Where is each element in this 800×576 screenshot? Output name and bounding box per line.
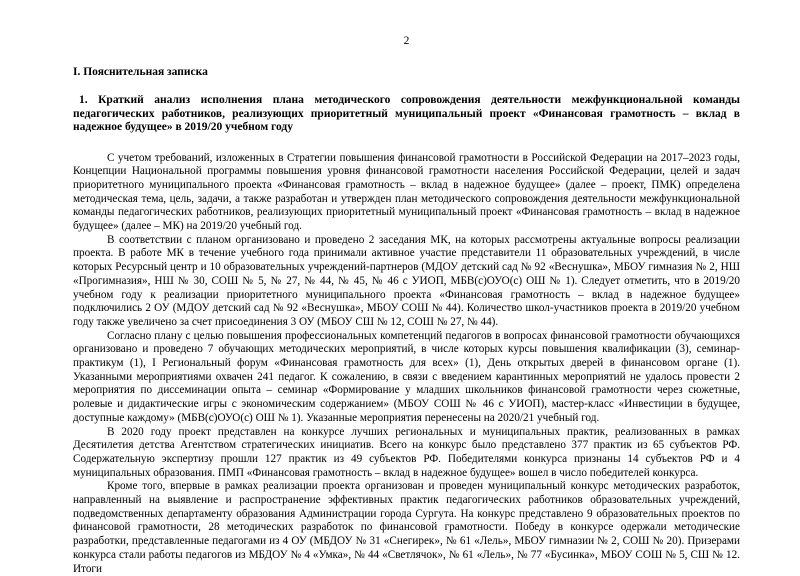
section-title: I. Пояснительная записка: [73, 66, 208, 78]
paragraph-methodical-contest: Кроме того, впервые в рамках реализации проекта организован и проведен муниципальный конкурс методических разработок, направленный на выявление и распространение эффективных практик педагогических работников образовательных учреждений, подведомственных департаменту образования Администрации города Сургута. На конкурс представлено 9 образовательных проектов по финансовой грамотности, 28 методических разработок по финансовой грамотности. Победу в конкурсе одержали методические разработки, представленные педагогами из 4 ОУ (МБДОУ № 31 «Снегирек», № 61 «Лель», МБОУ гимназии № 2, СОШ № 20). Призерами конкурса стали работы педагогов из МБДОУ № 4 «Умка», № 44 «Светлячок», № 61 «Лель», № 77 «Бусинка», МБОУ СОШ № 5, СШ № 12. Итоги: [73, 480, 740, 575]
page-number: 2: [403, 35, 410, 47]
paragraph-training-events: Согласно плану с целью повышения профессиональных компетенций педагогов в вопросах финансовой грамотности обучающихся организовано и проведено 7 обучающих методических мероприятий, в числе которых курсы повышения квалификации (3), семинар-практикум (1), I Региональный форум «Финансовая грамотность для всех» (1), День открытых дверей в финансовом органе (1). Указанными мероприятиями охвачен 241 педагог. К сожалению, в связи с введением карантинных мероприятий не удалось провести 2 мероприятия по диссеминации опыта – семинар «Формирование у младших школьников финансовой грамотности через сюжетные, ролевые и дидактические игры с экономическим содержанием» (МБОУ СОШ № 46 с УИОП), мастер-класс «Инвестиции в будущее, доступные каждому» (МБВ(с)ОУО(с) ОШ № 1). Указанные мероприятия перенесены на 2020/21 учебный год.: [73, 329, 740, 424]
subsection-title: 1. Краткий анализ исполнения плана методического сопровождения деятельности межфункциональной команды педагогических работников, реализующих приоритетный муниципальный проект «Финансовая грамотность – вклад в надежное будущее» в 2019/20 учебном году: [73, 94, 740, 133]
paragraph-contest-2020: В 2020 году проект представлен на конкурсе лучших региональных и муниципальных практик, реализованных в рамках Десятилетия детства Агентством стратегических инициатив. Всего на конкурс было представлено 377 практик из 65 субъектов РФ. Содержательную экспертизу прошли 127 практик из 49 субъектов РФ. Победителями конкурса признаны 14 субъектов РФ и 4 муниципальных образования. ПМП «Финансовая грамотность – вклад в надежное будущее» вошел в число победителей конкурса.: [73, 425, 740, 479]
paragraph-meetings: В соответствии с планом организовано и проведено 2 заседания МК, на которых рассмотрены актуальные вопросы реализации проекта. В работе МК в течение учебного года принимали активное участие представители 11 образовательных учреждений, в числе которых Ресурсный центр и 10 образовательных учреждений-партнеров (МДОУ детский сад № 92 «Веснушка», МБОУ гимназия № 2, НШ «Прогимназия», НШ № 30, СОШ № 5, № 27, № 44, № 45, № 46 с УИОП, МБВ(с)ОУО(с) ОШ № 1). Следует отметить, что в 2019/20 учебном году к реализации приоритетного муниципального проекта «Финансовая грамотность – вклад в надежное будущее» подключились 2 ОУ (МДОУ детский сад № 92 «Веснушка», МБОУ СОШ № 44). Количество школ-участников проекта в 2019/20 учебном году также увеличено за счет присоединения 3 ОУ (МБОУ СШ № 12, СОШ № 27, № 44).: [73, 233, 740, 328]
paragraph-requirements: С учетом требований, изложенных в Стратегии повышения финансовой грамотности в Российской Федерации на 2017–2023 годы, Концепции Национальной программы повышения уровня финансовой грамотности населения Российской Федерации, целей и задач приоритетного муниципального проекта «Финансовая грамотность – вклад в надежное будущее» (далее – проект, ПМК) определена методическая тема, цель, задачи, а также разработан и утвержден план методического сопровождения деятельности межфункциональной команды педагогических работников, реализующих приоритетный муниципальный проект «Финансовая грамотность – вклад в надежное будущее» (далее – МК) на 2019/20 учебный год.: [73, 151, 740, 233]
